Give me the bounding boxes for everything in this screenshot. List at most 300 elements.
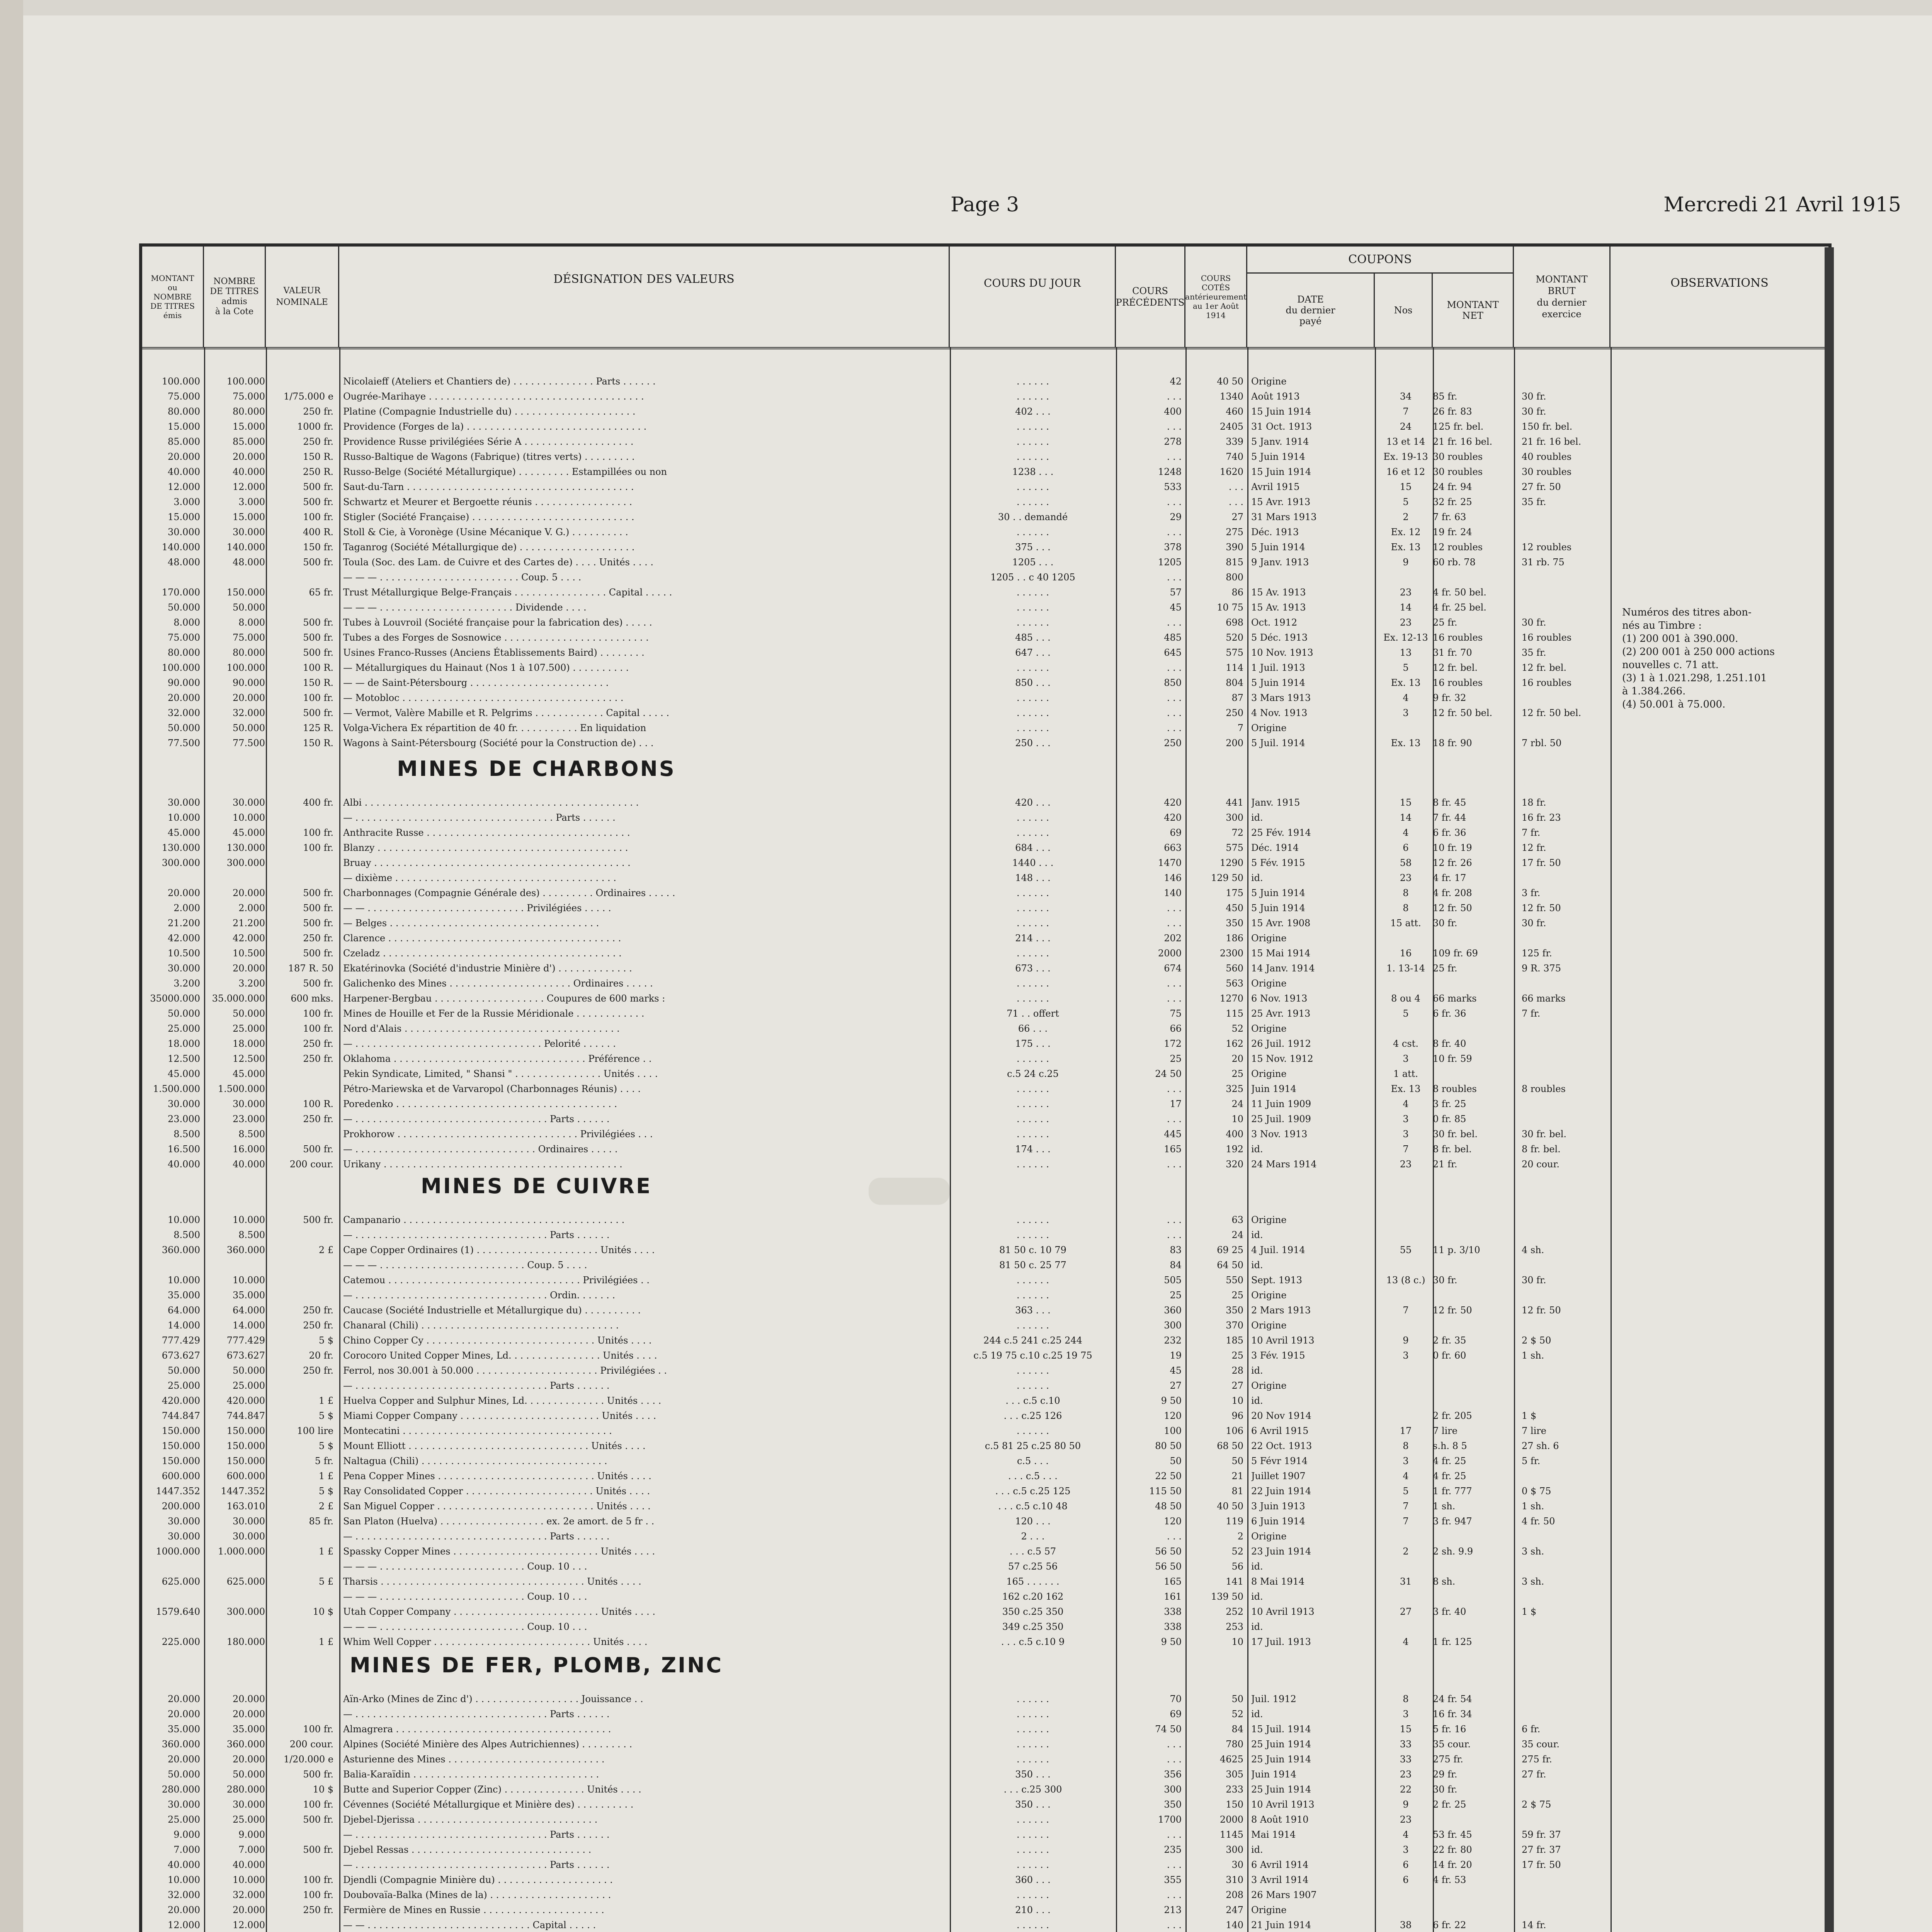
cell-cours-jour: 350 . . . bbox=[1015, 1769, 1051, 1780]
cell-cours-jour: . . . c.5 c.10 48 bbox=[998, 1501, 1068, 1512]
cell-montant: 75.000 bbox=[168, 391, 200, 402]
cell-montant: 3.000 bbox=[173, 497, 200, 507]
cell-cours-precedent: . . . bbox=[1167, 918, 1182, 929]
cell-cours-precedent: . . . bbox=[1167, 1159, 1182, 1170]
cell-cours-jour: . . . . . . bbox=[1017, 1275, 1049, 1286]
cell-montant-brut: 3 sh. bbox=[1522, 1546, 1544, 1557]
cell-designation: Nicolaieff (Ateliers et Chantiers de) . . . . . . . . . . . . . . Parts . . . . . . bbox=[343, 376, 656, 387]
cell-numero-coupon: 23 bbox=[1400, 587, 1412, 598]
cell-montant: 35.000 bbox=[168, 1290, 200, 1301]
cell-designation: — — . . . . . . . . . . . . . . . . . . . . . . . . . . . Privilégiées . . . . . bbox=[343, 903, 611, 913]
cell-montant: 25.000 bbox=[168, 1380, 200, 1391]
cell-designation: Ougrée-Marihaye . . . . . . . . . . . . . . . . . . . . . . . . . . . . . . . . . . . . . bbox=[343, 391, 644, 402]
cell-montant: 30.000 bbox=[168, 963, 200, 974]
cell-cours-cote: 247 bbox=[1226, 1905, 1243, 1915]
cell-numero-coupon: 7 bbox=[1403, 1305, 1409, 1316]
cell-montant: 8.500 bbox=[173, 1230, 200, 1240]
cell-nombre: 150.000 bbox=[226, 1440, 265, 1451]
cell-montant: 625.000 bbox=[162, 1576, 200, 1587]
cell-designation: Oklahoma . . . . . . . . . . . . . . . . . . . . . . . . . . . . . . . . . Préférence . . bbox=[343, 1053, 652, 1064]
table-row bbox=[142, 434, 1828, 449]
cell-valeur: 150 fr. bbox=[303, 542, 333, 553]
cell-numero-coupon: Ex. 19-13 bbox=[1383, 451, 1428, 462]
table-row bbox=[142, 1021, 1828, 1036]
cell-cours-cote: 150 bbox=[1226, 1799, 1243, 1810]
cell-cours-precedent: 850 bbox=[1164, 677, 1182, 688]
cell-nombre: 2.000 bbox=[238, 903, 265, 913]
cell-valeur: 20 fr. bbox=[309, 1350, 333, 1361]
cell-numero-coupon: 3 bbox=[1403, 1350, 1409, 1361]
cell-numero-coupon: 13 (8 c.) bbox=[1386, 1275, 1425, 1286]
cell-date-coupon: 5 Juin 1914 bbox=[1251, 903, 1305, 913]
table-row bbox=[142, 1243, 1828, 1257]
cell-nombre: 64.000 bbox=[233, 1305, 265, 1316]
cell-montant-brut: 30 fr. bbox=[1522, 406, 1546, 417]
cell-designation: Mount Elliott . . . . . . . . . . . . . . . . . . . . . . . . . . . . . . . Unités . . . . bbox=[343, 1440, 646, 1451]
cell-montant: 23.000 bbox=[168, 1114, 200, 1124]
cell-designation: Stoll & Cie, à Voronège (Usine Mécanique V. G.) . . . . . . . . . . bbox=[343, 527, 628, 537]
cell-montant-net: 25 fr. bbox=[1433, 617, 1458, 628]
table-row bbox=[142, 690, 1828, 705]
cell-valeur: 100 fr. bbox=[303, 692, 333, 703]
cell-designation: Stigler (Société Française) . . . . . . . . . . . . . . . . . . . . . . . . . . . . bbox=[343, 512, 634, 522]
cell-date-coupon: Sept. 1913 bbox=[1251, 1275, 1302, 1286]
cell-cours-jour: . . . . . . bbox=[1017, 1083, 1049, 1094]
cell-designation: Poredenko . . . . . . . . . . . . . . . . . . . . . . . . . . . . . . . . . . . . . . bbox=[343, 1099, 617, 1109]
cell-montant-brut: 59 fr. 37 bbox=[1522, 1829, 1561, 1840]
table-row bbox=[142, 1634, 1828, 1649]
cell-montant-net: 1 fr. 125 bbox=[1433, 1636, 1472, 1647]
cell-nombre: 360.000 bbox=[226, 1245, 265, 1255]
table-row bbox=[142, 1112, 1828, 1126]
cell-numero-coupon: 14 bbox=[1400, 602, 1412, 613]
col-cours-precedents: COURS PRÉCÉDENTS bbox=[1116, 247, 1185, 347]
cell-designation: Ray Consolidated Copper . . . . . . . . . . . . . . . . . . . . . . Unités . . . . bbox=[343, 1486, 650, 1497]
cell-nombre: 18.000 bbox=[233, 1038, 265, 1049]
cell-cours-precedent: . . . bbox=[1167, 662, 1182, 673]
cell-montant: 45.000 bbox=[168, 827, 200, 838]
table-row bbox=[142, 1752, 1828, 1767]
cell-cours-precedent: . . . bbox=[1167, 421, 1182, 432]
cell-valeur: 10 $ bbox=[313, 1606, 333, 1617]
cell-montant-net: 30 fr. bbox=[1433, 1784, 1458, 1795]
cell-designation: Fermière de Mines en Russie . . . . . . . . . . . . . . . . . . . . . bbox=[343, 1905, 604, 1915]
cell-date-coupon: 8 Mai 1914 bbox=[1251, 1576, 1305, 1587]
cell-cours-cote: 96 bbox=[1231, 1410, 1243, 1421]
cell-montant: 9.000 bbox=[173, 1829, 200, 1840]
cell-nombre: 21.200 bbox=[233, 918, 265, 929]
cell-cours-cote: 575 bbox=[1226, 647, 1243, 658]
cell-cours-jour: . . . . . . bbox=[1017, 1889, 1049, 1900]
cell-valeur: 5 $ bbox=[318, 1335, 333, 1346]
cell-numero-coupon: 24 bbox=[1400, 421, 1412, 432]
cell-designation: Tubes a des Forges de Sosnowice . . . . . . . . . . . . . . . . . . . . . . . . . bbox=[343, 632, 649, 643]
cell-cours-jour: 71 . . offert bbox=[1007, 1008, 1059, 1019]
cell-cours-precedent: 69 bbox=[1170, 1709, 1182, 1719]
cell-montant-brut: 66 marks bbox=[1522, 993, 1566, 1004]
cell-numero-coupon: 3 bbox=[1403, 707, 1409, 718]
cell-date-coupon: 25 Avr. 1913 bbox=[1251, 1008, 1311, 1019]
cell-cours-precedent: 115 50 bbox=[1149, 1486, 1182, 1497]
cell-montant-brut: 35 fr. bbox=[1522, 647, 1546, 658]
cell-designation: Blanzy . . . . . . . . . . . . . . . . . . . . . . . . . . . . . . . . . . . . . . . . . . . bbox=[343, 842, 628, 853]
cell-cours-precedent: 300 bbox=[1164, 1320, 1182, 1331]
table-row bbox=[142, 464, 1828, 479]
cell-montant-net: 31 fr. 70 bbox=[1433, 647, 1472, 658]
cell-nombre: 20.000 bbox=[233, 888, 265, 898]
cell-designation: Aïn-Arko (Mines de Zinc d') . . . . . . . . . . . . . . . . . . Jouissance . . bbox=[343, 1694, 643, 1704]
cell-nombre: 30.000 bbox=[233, 1531, 265, 1542]
cell-valeur: 100 fr. bbox=[303, 1023, 333, 1034]
cell-date-coupon: 3 Fév. 1915 bbox=[1251, 1350, 1305, 1361]
cell-cours-cote: 698 bbox=[1226, 617, 1243, 628]
cell-cours-precedent: 84 bbox=[1170, 1260, 1182, 1270]
cell-designation: — . . . . . . . . . . . . . . . . . . . . . . . . . . . . . . . . . Parts . . . . . . bbox=[343, 1230, 610, 1240]
cell-designation: Wagons à Saint-Pétersbourg (Société pour la Construction de) . . . bbox=[343, 738, 654, 748]
cell-designation: — — — . . . . . . . . . . . . . . . . . . . . . . . . . Coup. 10 . . . bbox=[343, 1591, 587, 1602]
cell-cours-precedent: 165 bbox=[1164, 1576, 1182, 1587]
cell-designation: Prokhorow . . . . . . . . . . . . . . . . . . . . . . . . . . . . . . . Privilégiées . . . bbox=[343, 1129, 653, 1139]
section-title-fer: MINES DE FER, PLOMB, ZINC bbox=[349, 1653, 723, 1677]
cell-numero-coupon: 34 bbox=[1400, 391, 1412, 402]
cell-nombre: 45.000 bbox=[233, 1068, 265, 1079]
cell-cours-cote: 10 bbox=[1231, 1395, 1243, 1406]
cell-montant-net: 12 fr. bel. bbox=[1433, 662, 1478, 673]
table-row bbox=[142, 525, 1828, 539]
table-row bbox=[142, 1318, 1828, 1333]
col-montant-brut: MONTANT BRUT du dernier exercice bbox=[1514, 247, 1611, 347]
cell-cours-cote: . . . bbox=[1228, 497, 1243, 507]
cell-montant-net: 16 roubles bbox=[1433, 632, 1483, 643]
cell-valeur: 100 fr. bbox=[303, 842, 333, 853]
cell-valeur: 5 $ bbox=[318, 1486, 333, 1497]
cell-montant-brut: 3 fr. bbox=[1522, 888, 1541, 898]
cell-valeur: 5 fr. bbox=[315, 1456, 333, 1466]
cell-cours-cote: 800 bbox=[1226, 572, 1243, 583]
cell-cours-precedent: 235 bbox=[1164, 1844, 1182, 1855]
cell-montant: 30.000 bbox=[168, 797, 200, 808]
cell-cours-precedent: 202 bbox=[1164, 933, 1182, 944]
cell-montant-net: 4 fr. 53 bbox=[1433, 1874, 1466, 1885]
cell-designation: — Métallurgiques du Hainaut (Nos 1 à 107.500) . . . . . . . . . . bbox=[343, 662, 629, 673]
cell-date-coupon: 3 Avril 1914 bbox=[1251, 1874, 1309, 1885]
cell-designation: Cévennes (Société Métallurgique et Minière des) . . . . . . . . . . bbox=[343, 1799, 634, 1810]
cell-date-coupon: 25 Juin 1914 bbox=[1251, 1784, 1311, 1795]
cell-cours-precedent: 25 bbox=[1170, 1053, 1182, 1064]
cell-numero-coupon: Ex. 13 bbox=[1391, 738, 1421, 748]
cell-cours-cote: 300 bbox=[1226, 1844, 1243, 1855]
cell-date-coupon: id. bbox=[1251, 872, 1263, 883]
cell-cours-cote: 1340 bbox=[1219, 391, 1243, 402]
cell-valeur: 85 fr. bbox=[309, 1516, 333, 1527]
cell-montant-net: 2 fr. 205 bbox=[1433, 1410, 1472, 1421]
table-row bbox=[142, 510, 1828, 524]
cell-designation: Montecatini . . . . . . . . . . . . . . . . . . . . . . . . . . . . . . . . . . . . bbox=[343, 1425, 612, 1436]
cell-montant-net: 10 fr. 59 bbox=[1433, 1053, 1472, 1064]
cell-designation: Charbonnages (Compagnie Générale des) . . . . . . . . . Ordinaires . . . . . bbox=[343, 888, 675, 898]
cell-montant: 32.000 bbox=[168, 1889, 200, 1900]
cell-date-coupon: 15 Mai 1914 bbox=[1251, 948, 1311, 959]
cell-cours-jour: . . . . . . bbox=[1017, 723, 1049, 733]
cell-cours-cote: 186 bbox=[1226, 933, 1243, 944]
cell-date-coupon: Origine bbox=[1251, 376, 1287, 387]
cell-montant: 25.000 bbox=[168, 1023, 200, 1034]
table-row bbox=[142, 871, 1828, 885]
cell-cours-jour: . . . c.5 57 bbox=[1009, 1546, 1056, 1557]
cell-cours-precedent: 2000 bbox=[1158, 948, 1182, 959]
cell-designation: — Belges . . . . . . . . . . . . . . . . . . . . . . . . . . . . . . . . . . . . bbox=[343, 918, 599, 929]
paper-smudge bbox=[869, 1178, 950, 1205]
cell-date-coupon: 25 Fév. 1914 bbox=[1251, 827, 1311, 838]
cell-cours-cote: 68 50 bbox=[1217, 1440, 1243, 1451]
cell-valeur: 150 R. bbox=[303, 738, 333, 748]
cell-cours-jour: . . . . . . bbox=[1017, 662, 1049, 673]
cell-cours-jour: 360 . . . bbox=[1015, 1874, 1051, 1885]
cell-date-coupon: 1 Juil. 1913 bbox=[1251, 662, 1305, 673]
table-row bbox=[142, 931, 1828, 946]
cell-valeur: 250 fr. bbox=[303, 1905, 333, 1915]
table-row bbox=[142, 1544, 1828, 1559]
cell-montant: 80.000 bbox=[168, 647, 200, 658]
cell-nombre: 10.000 bbox=[233, 1874, 265, 1885]
cell-cours-cote: 162 bbox=[1226, 1038, 1243, 1049]
table-row bbox=[142, 991, 1828, 1006]
cell-nombre: 150.000 bbox=[226, 587, 265, 598]
table-row bbox=[142, 389, 1828, 404]
cell-cours-jour: 420 . . . bbox=[1015, 797, 1051, 808]
cell-valeur: 2 £ bbox=[318, 1245, 333, 1255]
cell-montant-brut: 7 fr. bbox=[1522, 827, 1541, 838]
cell-nombre: 50.000 bbox=[233, 1008, 265, 1019]
table-row bbox=[142, 1142, 1828, 1156]
cell-cours-cote: 87 bbox=[1231, 692, 1243, 703]
cell-montant-brut: 5 fr. bbox=[1522, 1456, 1541, 1466]
cell-cours-precedent: 420 bbox=[1164, 812, 1182, 823]
cell-montant: 15.000 bbox=[168, 421, 200, 432]
cell-date-coupon: 8 Août 1910 bbox=[1251, 1814, 1309, 1825]
cell-nombre: 1.000.000 bbox=[218, 1546, 265, 1557]
cell-nombre: 20.000 bbox=[233, 692, 265, 703]
cell-date-coupon: Origine bbox=[1251, 1531, 1287, 1542]
cell-cours-cote: 10 bbox=[1231, 1636, 1243, 1647]
table-row bbox=[142, 480, 1828, 494]
cell-date-coupon: 25 Juin 1914 bbox=[1251, 1754, 1311, 1765]
cell-nombre: 20.000 bbox=[233, 1754, 265, 1765]
cell-montant-brut: 12 fr. bel. bbox=[1522, 662, 1567, 673]
cell-montant-brut: 35 fr. bbox=[1522, 497, 1546, 507]
cell-montant: 100.000 bbox=[162, 376, 200, 387]
cell-valeur: 187 R. 50 bbox=[288, 963, 333, 974]
col-cours-jour: COURS DU JOUR bbox=[950, 247, 1116, 347]
cell-nombre: 625.000 bbox=[226, 1576, 265, 1587]
cell-cours-cote: 10 75 bbox=[1217, 602, 1243, 613]
cell-cours-precedent: 140 bbox=[1164, 888, 1182, 898]
cell-date-coupon: id. bbox=[1251, 1395, 1263, 1406]
cell-cours-jour: . . . . . . bbox=[1017, 587, 1049, 598]
cell-nombre: 75.000 bbox=[233, 391, 265, 402]
cell-cours-cote: 25 bbox=[1231, 1350, 1243, 1361]
cell-montant: 673.627 bbox=[162, 1350, 200, 1361]
cell-cours-precedent: 56 50 bbox=[1155, 1546, 1182, 1557]
frame-right-rule bbox=[1825, 247, 1834, 1932]
cell-cours-precedent: 533 bbox=[1164, 481, 1182, 492]
cell-cours-precedent: 355 bbox=[1164, 1874, 1182, 1885]
cell-date-coupon: Juin 1914 bbox=[1251, 1083, 1296, 1094]
cell-valeur: 1/75.000 e bbox=[283, 391, 333, 402]
cell-numero-coupon: 23 bbox=[1400, 1769, 1412, 1780]
cell-nombre: 3.000 bbox=[238, 497, 265, 507]
cell-cours-precedent: . . . bbox=[1167, 707, 1182, 718]
cell-designation: Alpines (Société Minière des Alpes Autrichiennes) . . . . . . . . . bbox=[343, 1739, 633, 1750]
cell-numero-coupon: 9 bbox=[1403, 1799, 1409, 1810]
cell-nombre: 12.000 bbox=[233, 481, 265, 492]
cell-cours-precedent: . . . bbox=[1167, 692, 1182, 703]
cell-designation: Albi . . . . . . . . . . . . . . . . . . . . . . . . . . . . . . . . . . . . . . . . . . . . . . . bbox=[343, 797, 639, 808]
cell-cours-jour: 1205 . . . bbox=[1012, 557, 1054, 568]
cell-cours-cote: 20 bbox=[1231, 1053, 1243, 1064]
cell-cours-precedent: 9 50 bbox=[1161, 1636, 1182, 1647]
cell-montant: 100.000 bbox=[162, 662, 200, 673]
cell-montant: 200.000 bbox=[162, 1501, 200, 1512]
cell-montant: 280.000 bbox=[162, 1784, 200, 1795]
cell-cours-precedent: 22 50 bbox=[1155, 1471, 1182, 1481]
observations-note: Numéros des titres abon- nés au Timbre : (1) 200 001 à 390.000. (2) 200 001 à 250 000 actions nouvelles c. 71 att. (3) 1 à 1.021.298, 1.251.101 à 1.384.266. (4) 50.001 à 75.000. bbox=[1622, 607, 1775, 710]
cell-nombre: 12.500 bbox=[233, 1053, 265, 1064]
cell-nombre: 20.000 bbox=[233, 1905, 265, 1915]
cell-nombre: 50.000 bbox=[233, 723, 265, 733]
table-row bbox=[142, 1797, 1828, 1812]
cell-montant: 30.000 bbox=[168, 1799, 200, 1810]
cell-valeur: 500 fr. bbox=[303, 978, 333, 989]
cell-cours-jour: 162 c.20 162 bbox=[1002, 1591, 1064, 1602]
cell-montant-brut: 30 fr. bbox=[1522, 1275, 1546, 1286]
cell-valeur: 100 R. bbox=[303, 662, 333, 673]
cell-cours-precedent: 1700 bbox=[1158, 1814, 1182, 1825]
cell-cours-cote: 740 bbox=[1226, 451, 1243, 462]
cell-cours-jour: . . . . . . bbox=[1017, 436, 1049, 447]
cell-cours-cote: 300 bbox=[1226, 812, 1243, 823]
cell-montant-brut: 9 R. 375 bbox=[1522, 963, 1561, 974]
cell-cours-jour: . . . . . . bbox=[1017, 617, 1049, 628]
cell-valeur: 1 £ bbox=[318, 1546, 333, 1557]
cell-designation: Naltagua (Chili) . . . . . . . . . . . . . . . . . . . . . . . . . . . . . . . . bbox=[343, 1456, 607, 1466]
cell-date-coupon: 2 Mars 1913 bbox=[1251, 1305, 1311, 1316]
cell-montant: 16.500 bbox=[168, 1144, 200, 1155]
cell-montant-net: 21 fr. 16 bel. bbox=[1433, 436, 1493, 447]
cell-numero-coupon: 23 bbox=[1400, 872, 1412, 883]
cell-cours-cote: 252 bbox=[1226, 1606, 1243, 1617]
table-row bbox=[142, 1707, 1828, 1721]
cell-montant: 35.000 bbox=[168, 1724, 200, 1735]
table-row bbox=[142, 1036, 1828, 1051]
cell-cours-precedent: 1470 bbox=[1158, 857, 1182, 868]
cell-valeur: 500 fr. bbox=[303, 1214, 333, 1225]
cell-nombre: 30.000 bbox=[233, 1799, 265, 1810]
cell-designation: San Miguel Copper . . . . . . . . . . . . . . . . . . . . . . . . . . . Unités . . . . bbox=[343, 1501, 651, 1512]
newspaper-page bbox=[23, 15, 1932, 1932]
cell-montant-net: 19 fr. 24 bbox=[1433, 527, 1472, 537]
table-row bbox=[142, 1842, 1828, 1857]
cell-date-coupon: Juillet 1907 bbox=[1251, 1471, 1306, 1481]
table-row bbox=[142, 1288, 1828, 1303]
cell-designation: — . . . . . . . . . . . . . . . . . . . . . . . . . . . . . . . . . Parts . . . . . . bbox=[343, 1709, 610, 1719]
cell-date-coupon: id. bbox=[1251, 1260, 1263, 1270]
cell-nombre: 8.000 bbox=[238, 617, 265, 628]
cell-montant-net: 53 fr. 45 bbox=[1433, 1829, 1472, 1840]
col-numero: Nos bbox=[1375, 274, 1433, 347]
cell-cours-jour: . . . . . . bbox=[1017, 1114, 1049, 1124]
cell-montant-net: 18 fr. 90 bbox=[1433, 738, 1472, 748]
cell-nombre: 10.000 bbox=[233, 1214, 265, 1225]
cell-montant-brut: 12 fr. 50 bbox=[1522, 903, 1561, 913]
cell-nombre: 360.000 bbox=[226, 1739, 265, 1750]
cell-date-coupon: 22 Oct. 1913 bbox=[1251, 1440, 1312, 1451]
cell-montant-brut: 150 fr. bel. bbox=[1522, 421, 1573, 432]
cell-montant: 8.500 bbox=[173, 1129, 200, 1139]
cell-designation: Butte and Superior Copper (Zinc) . . . . . . . . . . . . . . Unités . . . . bbox=[343, 1784, 641, 1795]
cell-cours-jour: . . . c.5 . . . bbox=[1008, 1471, 1058, 1481]
cell-valeur: 250 fr. bbox=[303, 1305, 333, 1316]
table-row bbox=[142, 1454, 1828, 1468]
cell-date-coupon: 15 Juil. 1914 bbox=[1251, 1724, 1311, 1735]
cell-valeur: 100 fr. bbox=[303, 827, 333, 838]
cell-date-coupon: 31 Mars 1913 bbox=[1251, 512, 1317, 522]
cell-cours-cote: 1290 bbox=[1219, 857, 1243, 868]
cell-nombre: 50.000 bbox=[233, 1365, 265, 1376]
cell-date-coupon: Juil. 1912 bbox=[1251, 1694, 1296, 1704]
cell-date-coupon: 15 Av. 1913 bbox=[1251, 602, 1306, 613]
cell-montant-net: 1 sh. bbox=[1433, 1501, 1456, 1512]
cell-designation: Ekatérinovka (Société d'industrie Minière d') . . . . . . . . . . . . . bbox=[343, 963, 632, 974]
cell-montant: 360.000 bbox=[162, 1739, 200, 1750]
cell-designation: Anthracite Russe . . . . . . . . . . . . . . . . . . . . . . . . . . . . . . . . . . . bbox=[343, 827, 630, 838]
cell-valeur: 100 fr. bbox=[303, 512, 333, 522]
cell-cours-precedent: 146 bbox=[1164, 872, 1182, 883]
table-row bbox=[142, 1408, 1828, 1423]
cell-cours-precedent: 232 bbox=[1164, 1335, 1182, 1346]
cell-montant: 50.000 bbox=[168, 723, 200, 733]
cell-montant: 45.000 bbox=[168, 1068, 200, 1079]
table-row bbox=[142, 1574, 1828, 1589]
cell-cours-precedent: 278 bbox=[1164, 436, 1182, 447]
col-observations: OBSERVATIONS bbox=[1670, 276, 1769, 290]
cell-montant: 20.000 bbox=[168, 1694, 200, 1704]
cell-valeur: 250 fr. bbox=[303, 1365, 333, 1376]
cell-date-coupon: Origine bbox=[1251, 1290, 1287, 1301]
cell-montant: 18.000 bbox=[168, 1038, 200, 1049]
cell-date-coupon: 20 Nov 1914 bbox=[1251, 1410, 1311, 1421]
cell-designation: Pena Copper Mines . . . . . . . . . . . . . . . . . . . . . . . . . . . Unités . . . . bbox=[343, 1471, 651, 1481]
cell-cours-cote: 21 bbox=[1231, 1471, 1243, 1481]
cell-montant: 12.000 bbox=[168, 1920, 200, 1930]
cell-cours-precedent: . . . bbox=[1167, 1214, 1182, 1225]
cell-montant-net: 2 fr. 25 bbox=[1433, 1799, 1466, 1810]
cell-designation: Djebel-Djerissa . . . . . . . . . . . . . . . . . . . . . . . . . . . . . . . bbox=[343, 1814, 598, 1825]
cell-valeur: 250 fr. bbox=[303, 1114, 333, 1124]
cell-montant-brut: 35 cour. bbox=[1522, 1739, 1560, 1750]
cell-cours-jour: . . . . . . bbox=[1017, 1159, 1049, 1170]
cell-numero-coupon: 5 bbox=[1403, 1486, 1409, 1497]
cell-designation: Usines Franco-Russes (Anciens Établissements Baird) . . . . . . . . bbox=[343, 647, 645, 658]
cell-nombre: 35.000.000 bbox=[212, 993, 265, 1004]
cell-cours-jour: c.5 19 75 c.10 c.25 19 75 bbox=[973, 1350, 1092, 1361]
cell-cours-cote: 192 bbox=[1226, 1144, 1243, 1155]
cell-designation: Pétro-Mariewska et de Varvaropol (Charbonnages Réunis) . . . . bbox=[343, 1083, 641, 1094]
cell-montant: 10.000 bbox=[168, 812, 200, 823]
cell-montant-net: 7 lire bbox=[1433, 1425, 1458, 1436]
cell-designation: Cape Copper Ordinaires (1) . . . . . . . . . . . . . . . . . . . . . Unités . . . . bbox=[343, 1245, 655, 1255]
cell-cours-jour: . . . . . . bbox=[1017, 391, 1049, 402]
